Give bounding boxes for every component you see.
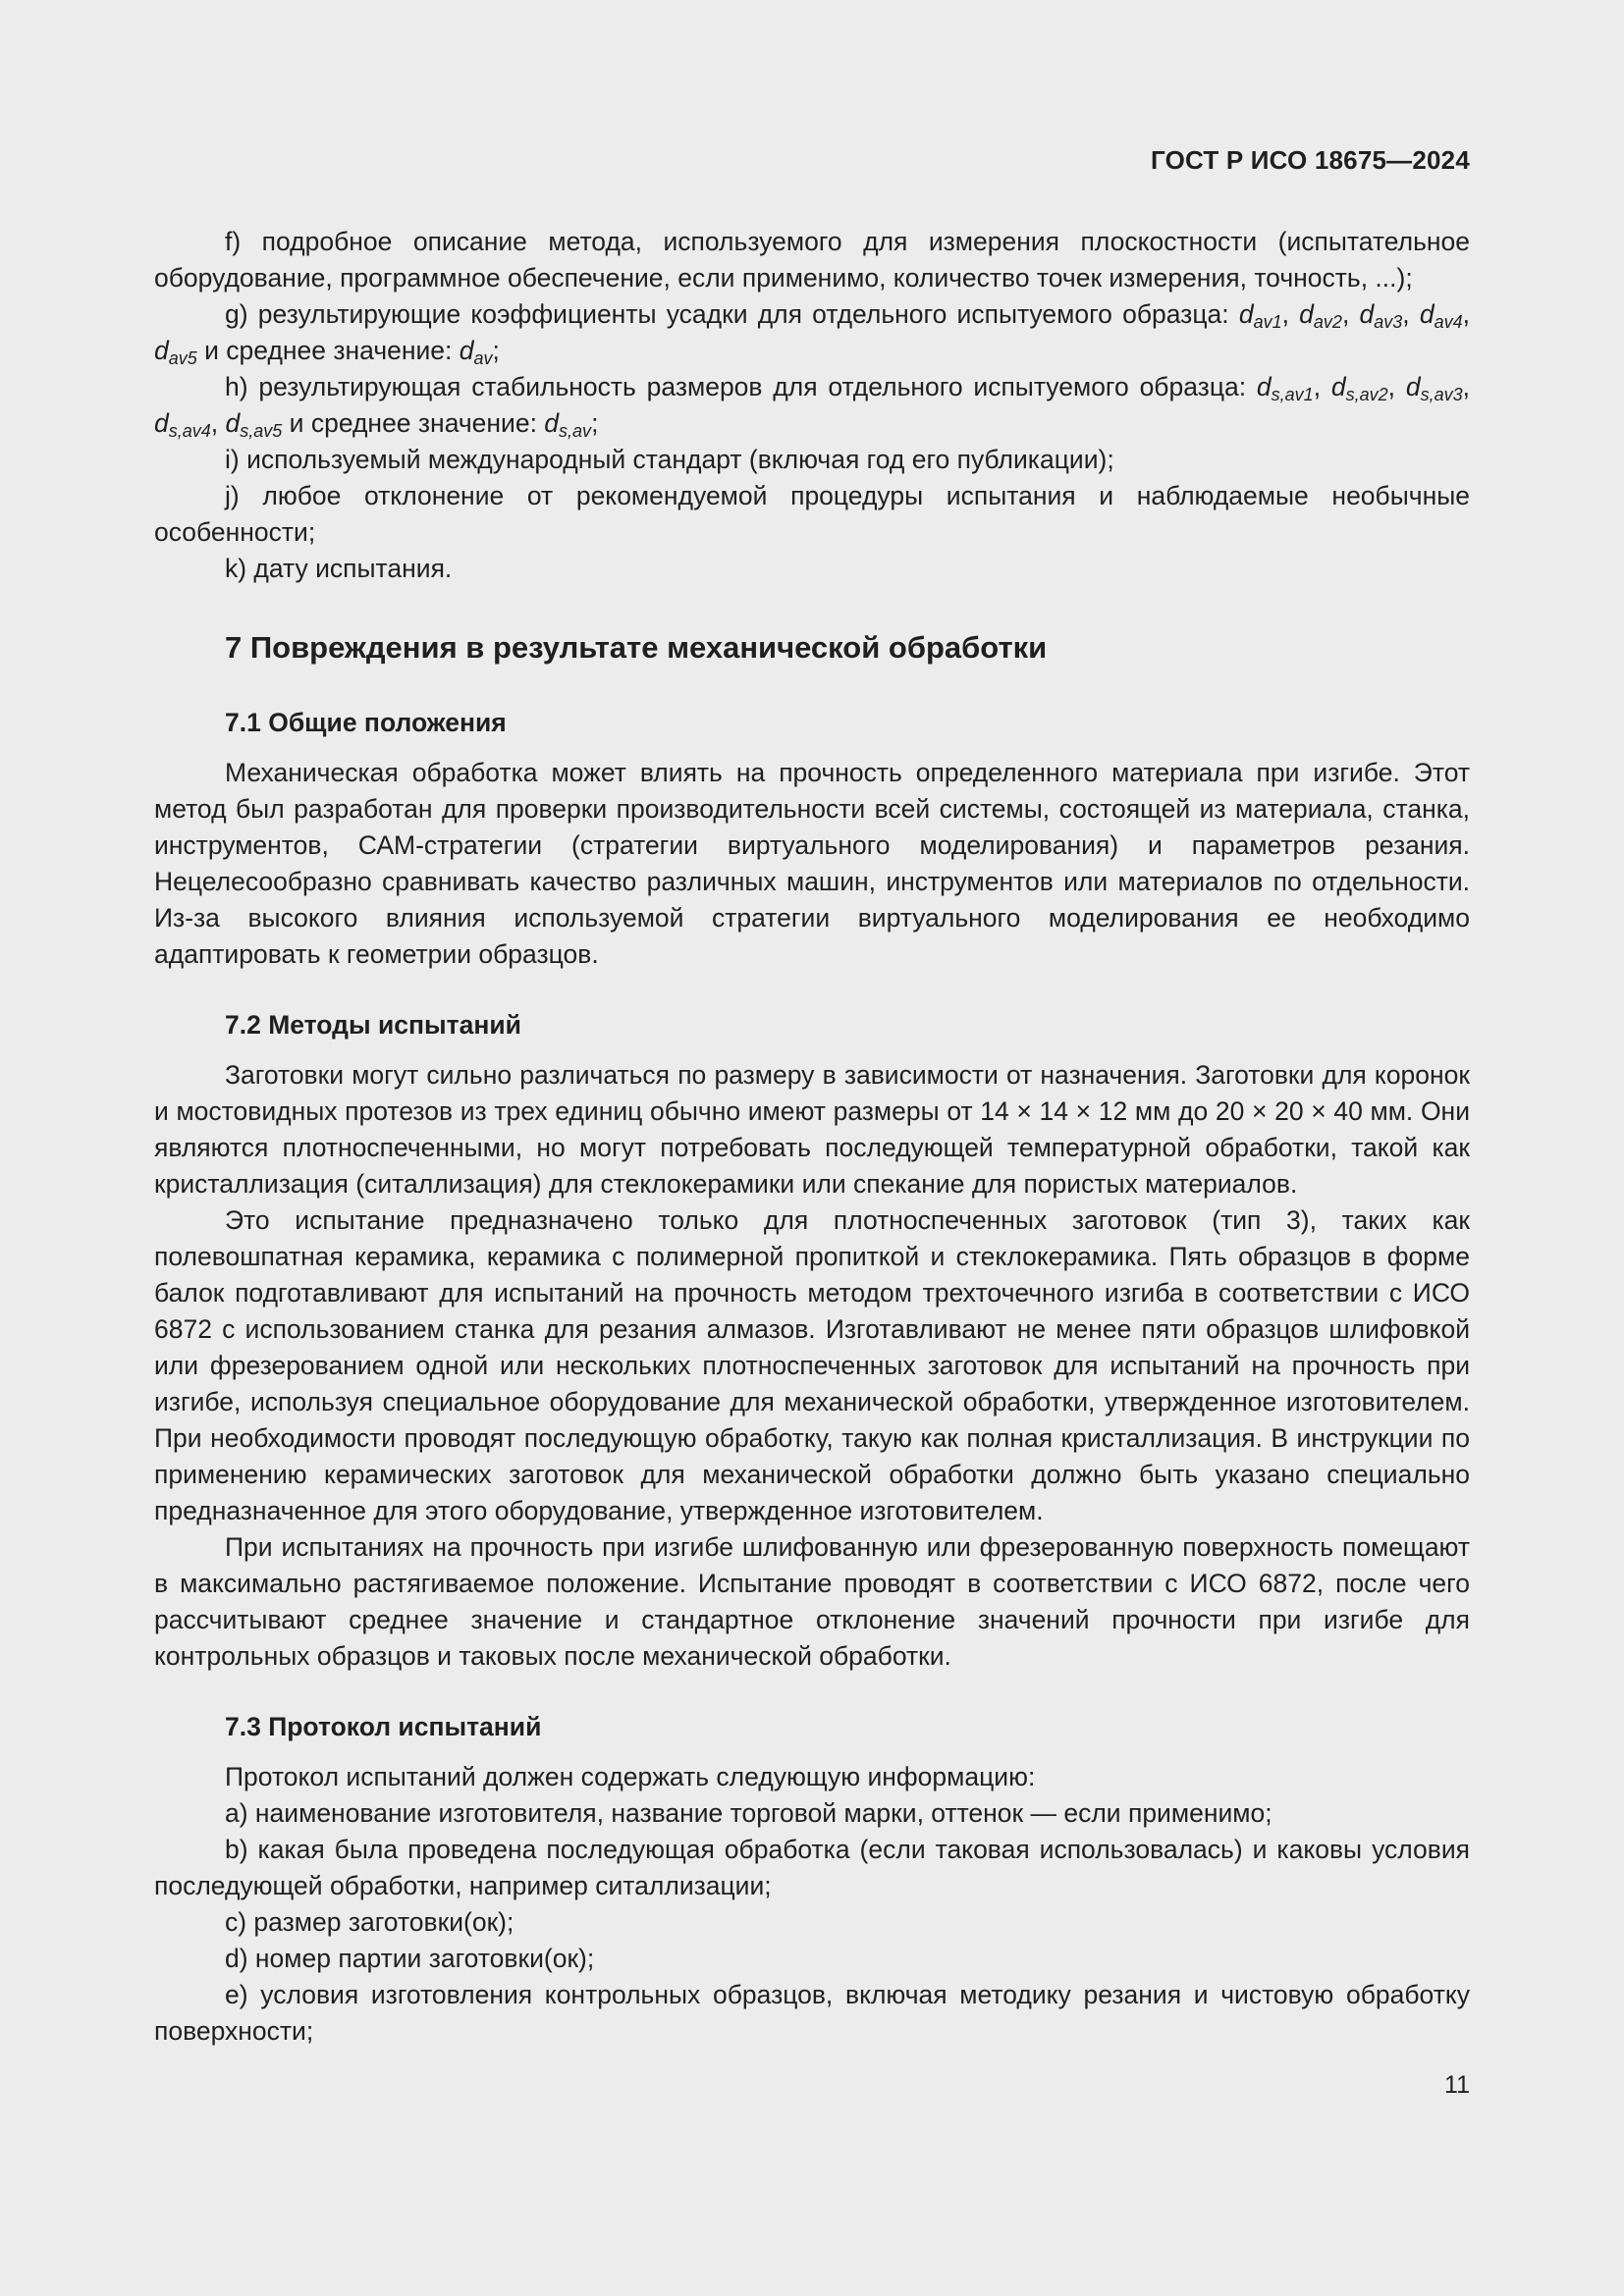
paragraph-7-1: Механическая обработка может влиять на прочность определенного материала при изгибе. Этот метод был разработан для проверки производительности всей системы, состоящей из материала, станка, инструментов, САМ-стратегии (стратегии виртуального моделирования) и параметров резания. Нецелесообразно сравнивать качество различных машин, инструментов или материалов по отдельности. Из-за высокого влияния используемой стратегии виртуального моделирования ее необходимо адаптировать к геометрии образцов.	[154, 758, 1470, 969]
separator: ,	[1281, 299, 1300, 329]
list-item-c: c) размер заготовки(ок);	[225, 1907, 514, 1937]
paragraph-7-2-1: Заготовки могут сильно различаться по размеру в зависимости от назначения. Заготовки для коронок и мостовидных протезов из трех единиц обычно имеют размеры от 14 × 14 × 12 мм до 20 × 20 × 40 мм. Они являются плотноспеченными, но могут потребовать последующей температурной обработки, такой как кристаллизация (ситаллизация) для стеклокерамики или спекание для пористых материалов.	[154, 1060, 1470, 1199]
symbol-sub: av2	[1313, 312, 1342, 332]
symbol-sub: av4	[1434, 312, 1463, 332]
page-number: 11	[1444, 2071, 1470, 2099]
symbol-d: d	[225, 408, 241, 438]
subsection-7-3-heading: 7.3 Протокол испытаний	[225, 1712, 542, 1741]
symbol-sub: av3	[1374, 312, 1403, 332]
symbol-sub: s,av1	[1271, 385, 1314, 404]
list-item-f: f) подробное описание метода, используемого для измерения плоскостности (испытательное оборудование, программное обеспечение, если применимо, количество точек измерения, точность, ...);	[154, 227, 1470, 293]
list-item-i: i) используемый международный стандарт (включая год его публикации);	[225, 445, 1114, 474]
separator: ,	[1313, 372, 1331, 401]
symbol-d: d	[1405, 372, 1421, 401]
list-item-h	[154, 369, 1470, 442]
symbol-d: d	[1330, 372, 1346, 401]
symbol-d: d	[154, 336, 169, 365]
separator: ,	[210, 408, 226, 438]
list-item-k: k) дату испытания.	[225, 554, 453, 583]
separator: ,	[1402, 299, 1420, 329]
symbol-d: d	[459, 336, 474, 365]
list-item-b: b) какая была проведена последующая обработка (если таковая использовалась) и каковы условия последующей обработки, например ситаллизации;	[154, 1835, 1470, 1900]
symbol-sub: s,av2	[1345, 385, 1388, 404]
list-item-h-mean: и среднее значение:	[282, 408, 545, 438]
list-item-g-text: g) результирующие коэффициенты усадки для отдельного испытуемого образца:	[225, 299, 1239, 329]
paragraph-7-2-3: При испытаниях на прочность при изгибе шлифованную или фрезерованную поверхность помещают в максимально растягиваемое положение. Испытание проводят в соответствии с ИСО 6872, после чего рассчитывают среднее значение и стандартное отклонение значений прочности при изгибе для контрольных образцов и таковых после механической обработки.	[154, 1532, 1470, 1671]
symbol-sub: av	[473, 348, 493, 368]
separator: ,	[1462, 372, 1470, 401]
terminator: ;	[591, 408, 599, 438]
separator: ,	[1462, 299, 1470, 329]
section-7-heading: 7 Повреждения в результате механической обработки	[225, 630, 1048, 665]
separator: ,	[1341, 299, 1360, 329]
symbol-sub: s,av3	[1420, 385, 1463, 404]
list-item-g	[154, 296, 1470, 369]
symbol-sub: s,av	[559, 421, 592, 441]
symbol-d: d	[544, 408, 560, 438]
paragraph-7-3-intro: Протокол испытаний должен содержать следующую информацию:	[225, 1762, 1036, 1791]
page-content	[154, 224, 1470, 2050]
symbol-d: d	[154, 408, 169, 438]
symbol-d: d	[1256, 372, 1272, 401]
list-item-h-text: h) результирующая стабильность размеров для отдельного испытуемого образца:	[225, 372, 1257, 401]
symbol-d: d	[1359, 299, 1375, 329]
list-item-j: j) любое отклонение от рекомендуемой процедуры испытания и наблюдаемые необычные особенности;	[154, 481, 1470, 547]
symbol-d: d	[1419, 299, 1435, 329]
subsection-7-1-heading: 7.1 Общие положения	[225, 708, 507, 737]
paragraph-7-2-2: Это испытание предназначено только для плотноспеченных заготовок (тип 3), таких как полевошпатная керамика, керамика с полимерной пропиткой и стеклокерамика. Пять образцов в форме балок подготавливают для испытаний на прочность методом трехточечного изгиба в соответствии с ИСО 6872 с использованием станка для резания алмазов. Изготавливают не менее пяти образцов шлифовкой или фрезерованием одной или нескольких плотноспеченных заготовок для испытаний на прочность при изгибе, используя специальное оборудование для механической обработки, утвержденное изготовителем. При необходимости проводят последующую обработку, такую как полная кристаллизация. В инструкции по применению керамических заготовок для механической обработки должно быть указано специально предназначенное для этого оборудование, утвержденное изготовителем.	[154, 1205, 1470, 1525]
subsection-7-2-heading: 7.2 Методы испытаний	[225, 1010, 521, 1040]
list-item-e: e) условия изготовления контрольных образцов, включая методику резания и чистовую обработку поверхности;	[154, 1980, 1470, 2046]
symbol-sub: s,av4	[168, 421, 211, 441]
symbol-d: d	[1299, 299, 1314, 329]
list-item-g-mean: и среднее значение:	[196, 336, 460, 365]
separator: ,	[1387, 372, 1406, 401]
list-item-d: d) номер партии заготовки(ок);	[225, 1944, 595, 1973]
symbol-sub: av1	[1253, 312, 1282, 332]
symbol-sub: s,av5	[240, 421, 283, 441]
symbol-sub: av5	[168, 348, 197, 368]
terminator: ;	[492, 336, 500, 365]
standard-code-header: ГОСТ Р ИСО 18675—2024	[1150, 145, 1470, 175]
list-item-a: a) наименование изготовителя, название торговой марки, оттенок — если применимо;	[225, 1798, 1272, 1828]
symbol-d: d	[1238, 299, 1254, 329]
